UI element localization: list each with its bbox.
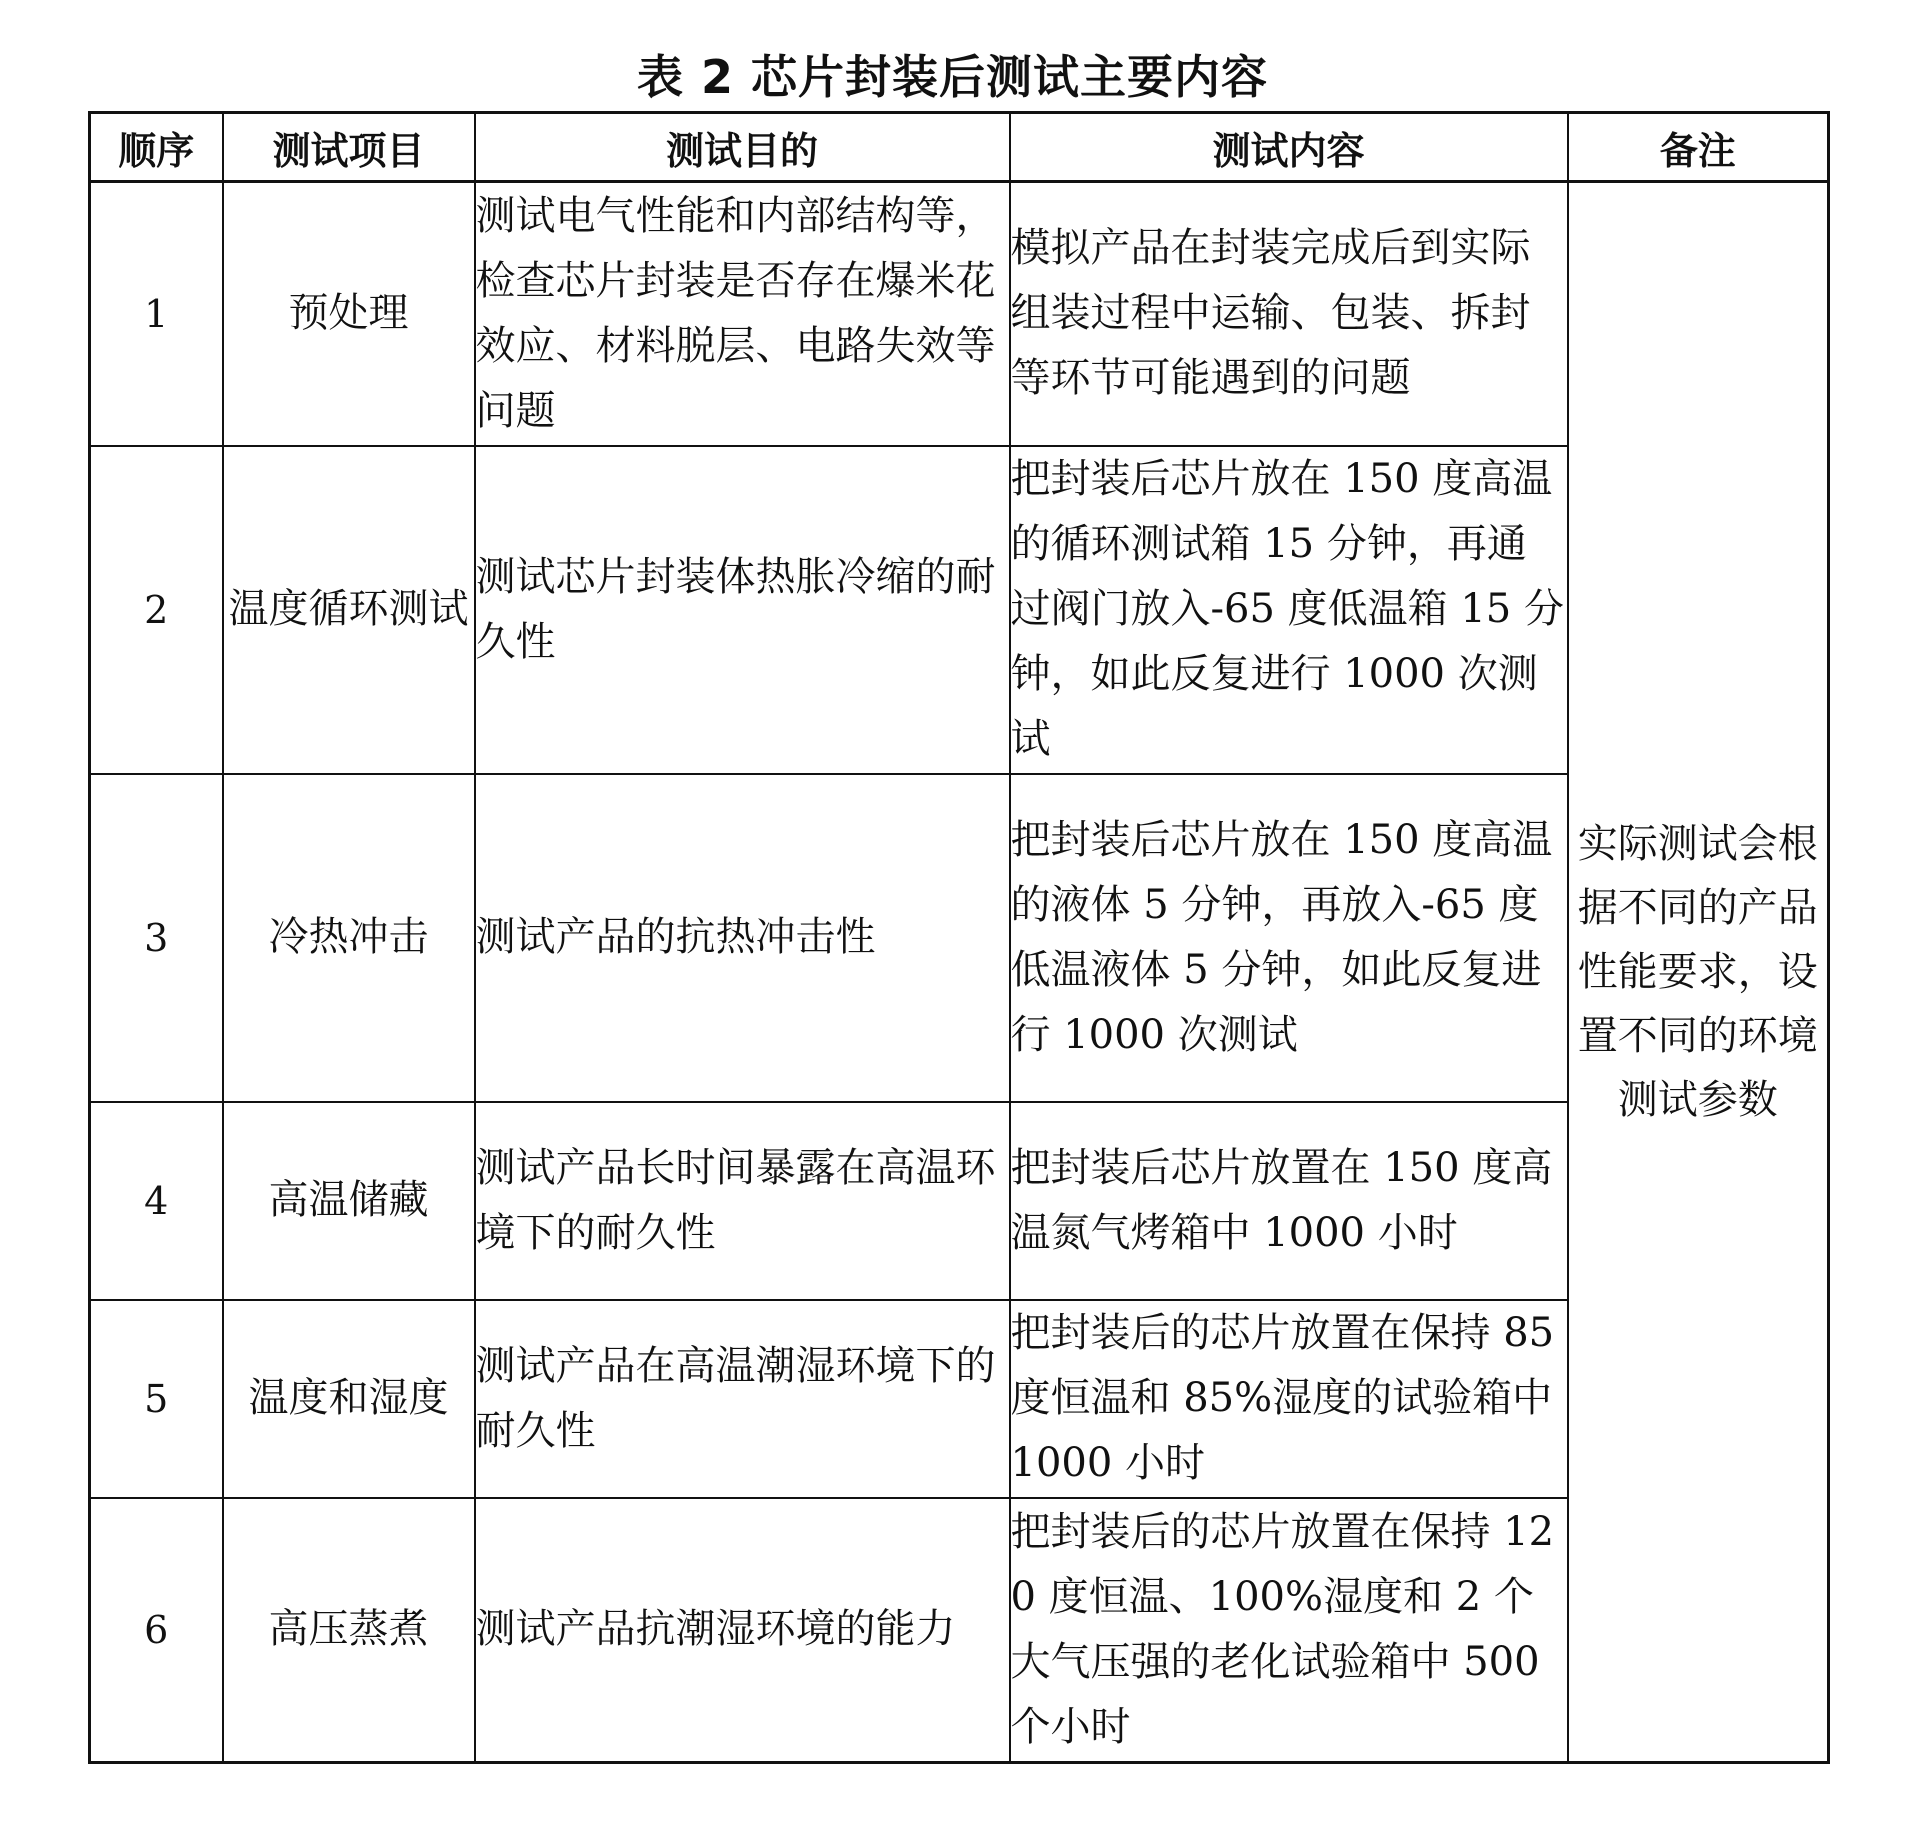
row-purpose: 测试产品在高温潮湿环境下的耐久性 [475,1300,1010,1498]
row-order: 4 [90,1102,223,1300]
row-order: 3 [90,774,223,1102]
row-content: 把封装后的芯片放置在保持 85 度恒温和 85%湿度的试验箱中 1000 小时 [1010,1300,1568,1498]
row-order: 5 [90,1300,223,1498]
test-content-table [88,111,1830,1764]
row-content: 把封装后芯片放置在 150 度高温氮气烤箱中 1000 小时 [1010,1102,1568,1300]
row-item: 冷热冲击 [223,774,475,1102]
row-item: 高温储藏 [223,1102,475,1300]
row-purpose: 测试产品抗潮湿环境的能力 [475,1498,1010,1763]
row-item: 预处理 [223,182,475,446]
row-order: 2 [90,446,223,774]
remark-cell: 实际测试会根据不同的产品性能要求，设置不同的环境测试参数 [1568,182,1829,1763]
header-item: 测试项目 [223,113,475,182]
row-purpose: 测试产品长时间暴露在高温环境下的耐久性 [475,1102,1010,1300]
header-purpose: 测试目的 [475,113,1010,182]
header-note: 备注 [1568,113,1829,182]
row-content: 把封装后芯片放在 150 度高温的循环测试箱 15 分钟，再通过阀门放入-65 度低温箱 15 分钟，如此反复进行 1000 次测试 [1010,446,1568,774]
row-purpose: 测试芯片封装体热胀冷缩的耐久性 [475,446,1010,774]
header-content: 测试内容 [1010,113,1568,182]
header-row [90,113,1829,182]
row-content: 把封装后芯片放在 150 度高温的液体 5 分钟，再放入-65 度低温液体 5 分钟，如此反复进行 1000 次测试 [1010,774,1568,1102]
row-order: 6 [90,1498,223,1763]
row-content: 模拟产品在封装完成后到实际组装过程中运输、包装、拆封等环节可能遇到的问题 [1010,182,1568,446]
row-order: 1 [90,182,223,446]
row-purpose: 测试产品的抗热冲击性 [475,774,1010,1102]
header-order: 顺序 [90,113,223,182]
table-title: 表 2 芯片封装后测试主要内容 [636,50,1269,104]
row-item: 温度循环测试 [223,446,475,774]
row-content: 把封装后的芯片放置在保持 120 度恒温、100%湿度和 2 个大气压强的老化试验箱中 500 个小时 [1010,1498,1568,1763]
table-row [90,182,1829,446]
row-item: 高压蒸煮 [223,1498,475,1763]
row-item: 温度和湿度 [223,1300,475,1498]
row-purpose: 测试电气性能和内部结构等，检查芯片封装是否存在爆米花效应、材料脱层、电路失效等问题 [475,182,1010,446]
